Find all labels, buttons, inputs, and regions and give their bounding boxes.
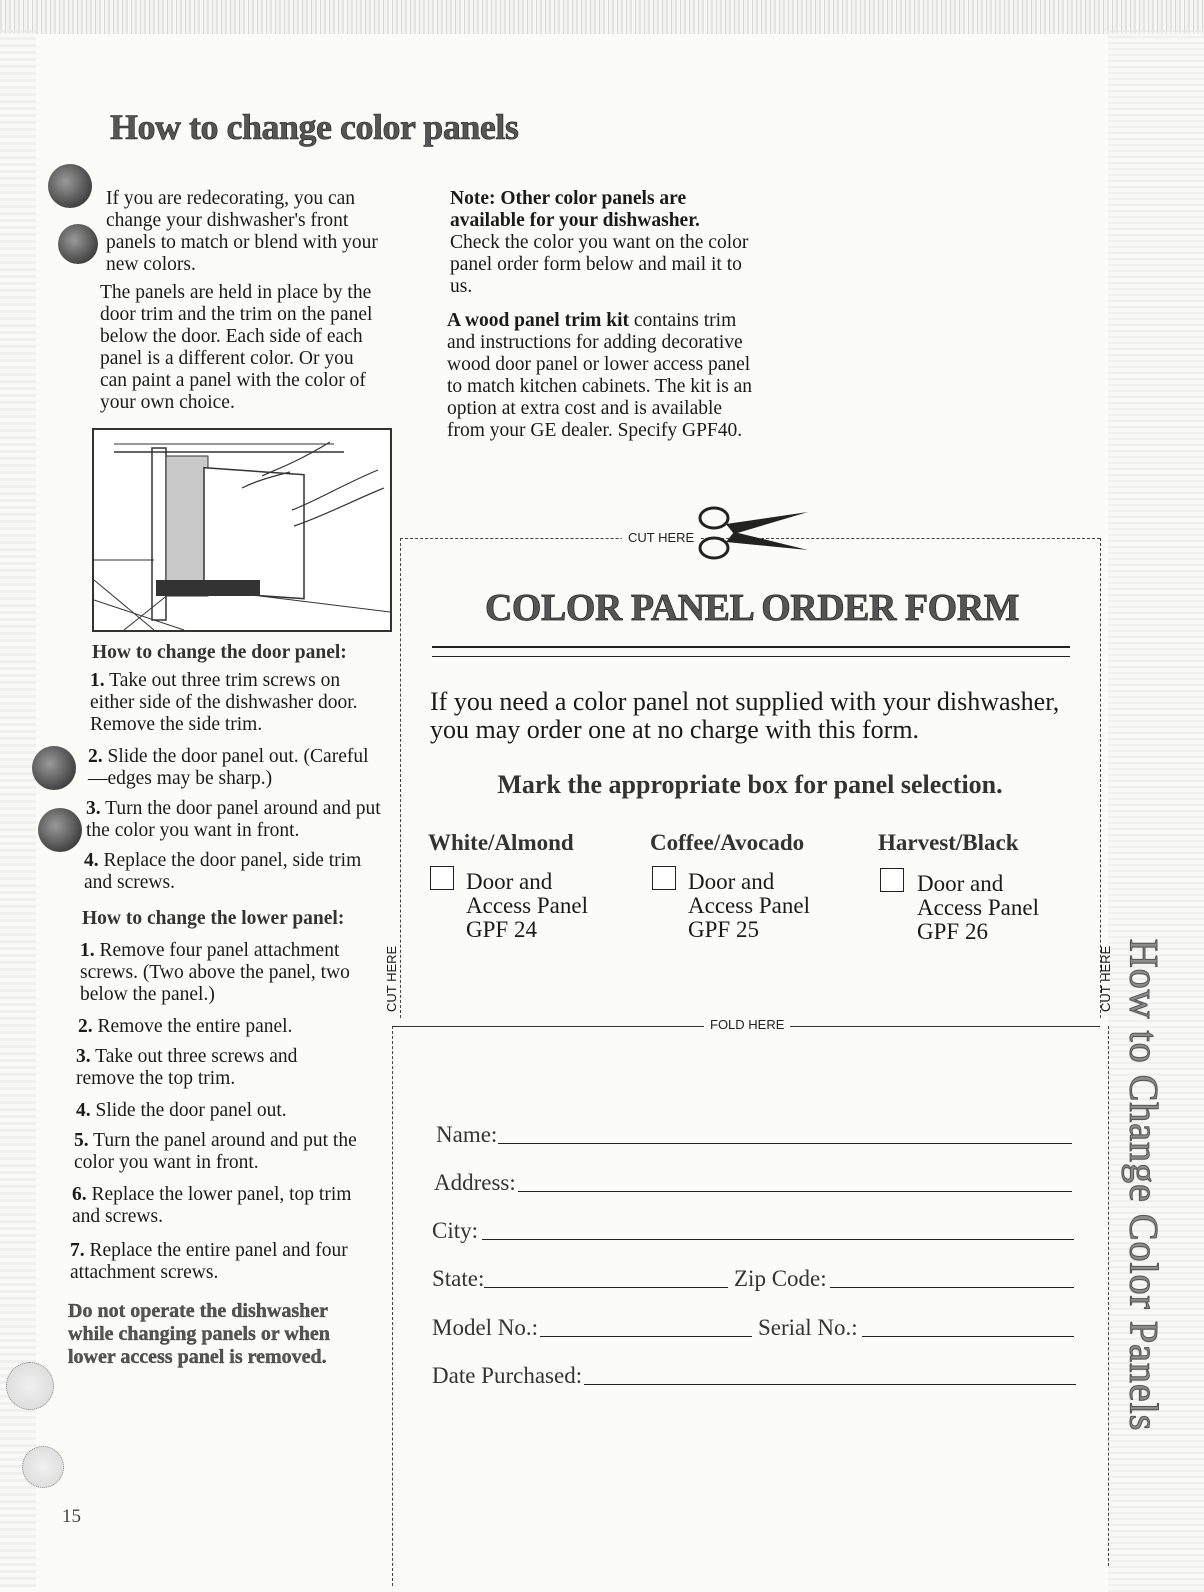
- title-rule-top: [432, 646, 1070, 648]
- dishwasher-illustration: [94, 430, 390, 630]
- lower-step-5: 5. Turn the panel around and put the color you want in front.: [74, 1130, 357, 1173]
- date-field[interactable]: [584, 1384, 1076, 1385]
- option-desc-harvest-black: Door and Access Panel GPF 26: [917, 871, 1039, 944]
- date-label: Date Purchased:: [432, 1363, 583, 1388]
- lower-step-1: 1. Remove four panel attachment screws. (Two above the panel, two below the panel.): [80, 940, 350, 1005]
- page-title: How to change color panels: [110, 107, 519, 147]
- checkbox-white-almond[interactable]: [430, 866, 454, 890]
- door-step-4: 4. Replace the door panel, side trim and screws.: [84, 850, 362, 893]
- model-label: Model No.:: [432, 1315, 539, 1340]
- cut-here-left-label: CUT HERE: [384, 945, 399, 1012]
- note-text: Check the color you want on the color panel order form below and mail it to us.: [450, 232, 749, 297]
- side-tab: How to Change Color Panels: [1121, 938, 1167, 1432]
- intro-paragraph-1: If you are redecorating, you can change your dishwasher's front panels to match or blend with your new colors.: [106, 188, 378, 275]
- door-step-2: 2. Slide the door panel out. (Careful—edges may be sharp.): [88, 746, 369, 789]
- note-bold: Note: Other color panels are available for your dishwasher.: [450, 188, 700, 231]
- zip-field[interactable]: [830, 1287, 1074, 1288]
- address-label: Address:: [434, 1170, 516, 1195]
- binder-hole-icon: [32, 746, 76, 790]
- intro-paragraph-2: The panels are held in place by the door trim and the trim on the panel below the door. Each side of each panel is a different color. Or you can paint a panel with the color of your own choice.: [100, 282, 373, 413]
- serial-field[interactable]: [862, 1336, 1074, 1337]
- trim-kit-bold: A wood panel trim kit: [447, 310, 630, 331]
- form-title: COLOR PANEL ORDER FORM: [484, 587, 1020, 629]
- form-intro: If you need a color panel not supplied with your dishwasher, you may order one at no charge with this form.: [430, 687, 1060, 744]
- door-step-1: 1. Take out three trim screws on either side of the dishwasher door. Remove the side trim.: [90, 670, 358, 735]
- page-number: 15: [62, 1506, 81, 1527]
- option-color-harvest-black: Harvest/Black: [878, 830, 1019, 855]
- city-label: City:: [432, 1218, 479, 1243]
- trim-kit-text: contains trim and instructions for adding decorative wood door panel or lower access panel to match kitchen cabinets. The kit is an option at extra cost and is available from your GE dealer. Specify GPF40.: [447, 310, 753, 441]
- option-color-coffee-avocado: Coffee/Avocado: [650, 830, 805, 855]
- cut-line-left: [400, 538, 401, 1018]
- title-rule-bottom: [432, 656, 1070, 657]
- state-label: State:: [432, 1266, 485, 1291]
- scan-edge-top: [0, 0, 1204, 34]
- binder-hole-icon: [6, 1362, 54, 1410]
- fold-line-right: [1108, 1026, 1109, 1566]
- door-step-3: 3. Turn the door panel around and put the color you want in front.: [86, 798, 381, 841]
- zip-label: Zip Code:: [734, 1266, 827, 1291]
- serial-label: Serial No.:: [758, 1315, 858, 1340]
- name-field[interactable]: [498, 1143, 1072, 1144]
- checkbox-coffee-avocado[interactable]: [652, 866, 676, 890]
- name-label: Name:: [436, 1122, 498, 1147]
- binder-hole-icon: [38, 808, 82, 852]
- lower-step-4: 4. Slide the door panel out.: [76, 1100, 287, 1121]
- option-color-white-almond: White/Almond: [428, 830, 574, 855]
- note-paragraph: [450, 188, 750, 298]
- cut-here-label: CUT HERE: [622, 530, 700, 545]
- address-field[interactable]: [518, 1191, 1072, 1192]
- lower-step-7: 7. Replace the entire panel and four attachment screws.: [70, 1240, 348, 1283]
- warning-text: Do not operate the dishwasher while changing panels or when lower access panel is removed.: [68, 1300, 330, 1368]
- lower-step-3: 3. Take out three screws and remove the top trim.: [76, 1046, 298, 1089]
- cut-here-right-label: CUT HERE: [1098, 945, 1113, 1012]
- panel-illustration: [92, 428, 392, 632]
- binder-hole-icon: [48, 164, 92, 208]
- door-panel-heading: How to change the door panel:: [92, 642, 347, 663]
- trim-kit-paragraph: [447, 310, 757, 442]
- lower-panel-heading: How to change the lower panel:: [82, 908, 345, 929]
- option-desc-white-almond: Door and Access Panel GPF 24: [466, 869, 588, 942]
- lower-step-6: 6. Replace the lower panel, top trim and screws.: [72, 1184, 352, 1227]
- fold-here-label: FOLD HERE: [704, 1017, 790, 1032]
- fold-line-left: [392, 1026, 393, 1586]
- state-field[interactable]: [484, 1287, 728, 1288]
- city-field[interactable]: [482, 1239, 1074, 1240]
- checkbox-harvest-black[interactable]: [880, 868, 904, 892]
- binder-hole-icon: [58, 224, 98, 264]
- model-field[interactable]: [540, 1336, 752, 1337]
- scissors-icon: [690, 504, 810, 564]
- form-instruction: Mark the appropriate box for panel selection.: [497, 770, 1003, 799]
- scan-edge-left: [0, 30, 36, 1590]
- lower-step-2: 2. Remove the entire panel.: [78, 1016, 293, 1037]
- option-desc-coffee-avocado: Door and Access Panel GPF 25: [688, 869, 810, 942]
- binder-hole-icon: [22, 1446, 64, 1488]
